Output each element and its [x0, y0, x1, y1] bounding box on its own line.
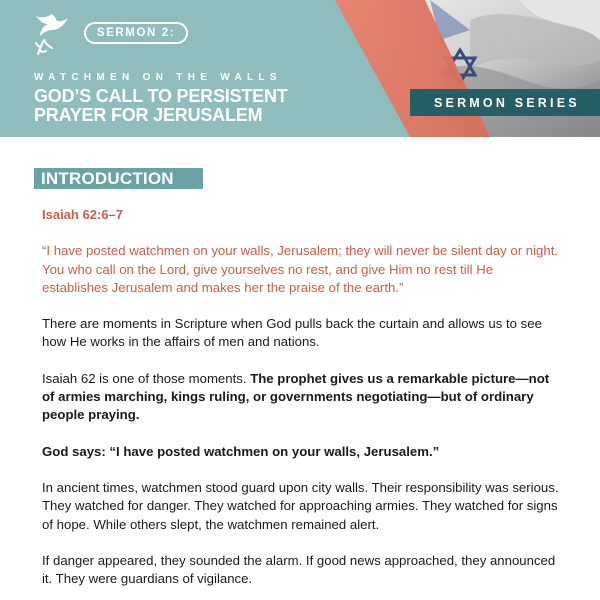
series-kicker: WATCHMEN ON THE WALLS [34, 72, 282, 83]
scripture-reference: Isaiah 62:6–7 [42, 207, 123, 222]
title-line-1: GOD’S CALL TO PERSISTENT [34, 86, 288, 106]
sermon-body [42, 206, 562, 600]
paragraph-1: There are moments in Scripture when God pulls back the curtain and allows us to see how He works in the affairs of men and nations. [42, 316, 542, 350]
paragraph-2-text: Isaiah 62 is one of those moments. [42, 370, 251, 386]
sermon-number-badge: SERMON 2: [84, 22, 188, 44]
paragraph-2 [42, 370, 562, 425]
page-title [34, 87, 364, 125]
paragraph-5: If danger appeared, they sounded the alarm. If good news approached, they announced it. They were guardians of vigilance. [42, 552, 556, 587]
paragraph-3: God says: “I have posted watchmen on your walls, Jerusalem.” [42, 443, 440, 459]
header-banner [0, 0, 600, 137]
scripture-quote: “I have posted watchmen on your walls, Jerusalem; they will never be silent day or night. You who call on the Lord, give yourselves no rest, and give Him no rest till He establishes Jerusalem and makes her the praise of the earth.” [42, 243, 559, 295]
paragraph-2-emphasis: The prophet gives us a remarkable picture—not of armies marching, kings ruling, or governments negotiating—but of ordinary people praying. [42, 370, 550, 423]
section-heading: INTRODUCTION [34, 168, 203, 189]
sermon-series-band: SERMON SERIES [410, 89, 600, 116]
paragraph-4: In ancient times, watchmen stood guard upon city walls. Their responsibility was serious. They watched for danger. They watched for approaching armies. They watched for signs of hope. While others slept, the watchmen remained alert. [42, 479, 559, 532]
title-line-2: PRAYER FOR JERUSALEM [34, 105, 263, 125]
dove-logo-icon [34, 12, 70, 58]
